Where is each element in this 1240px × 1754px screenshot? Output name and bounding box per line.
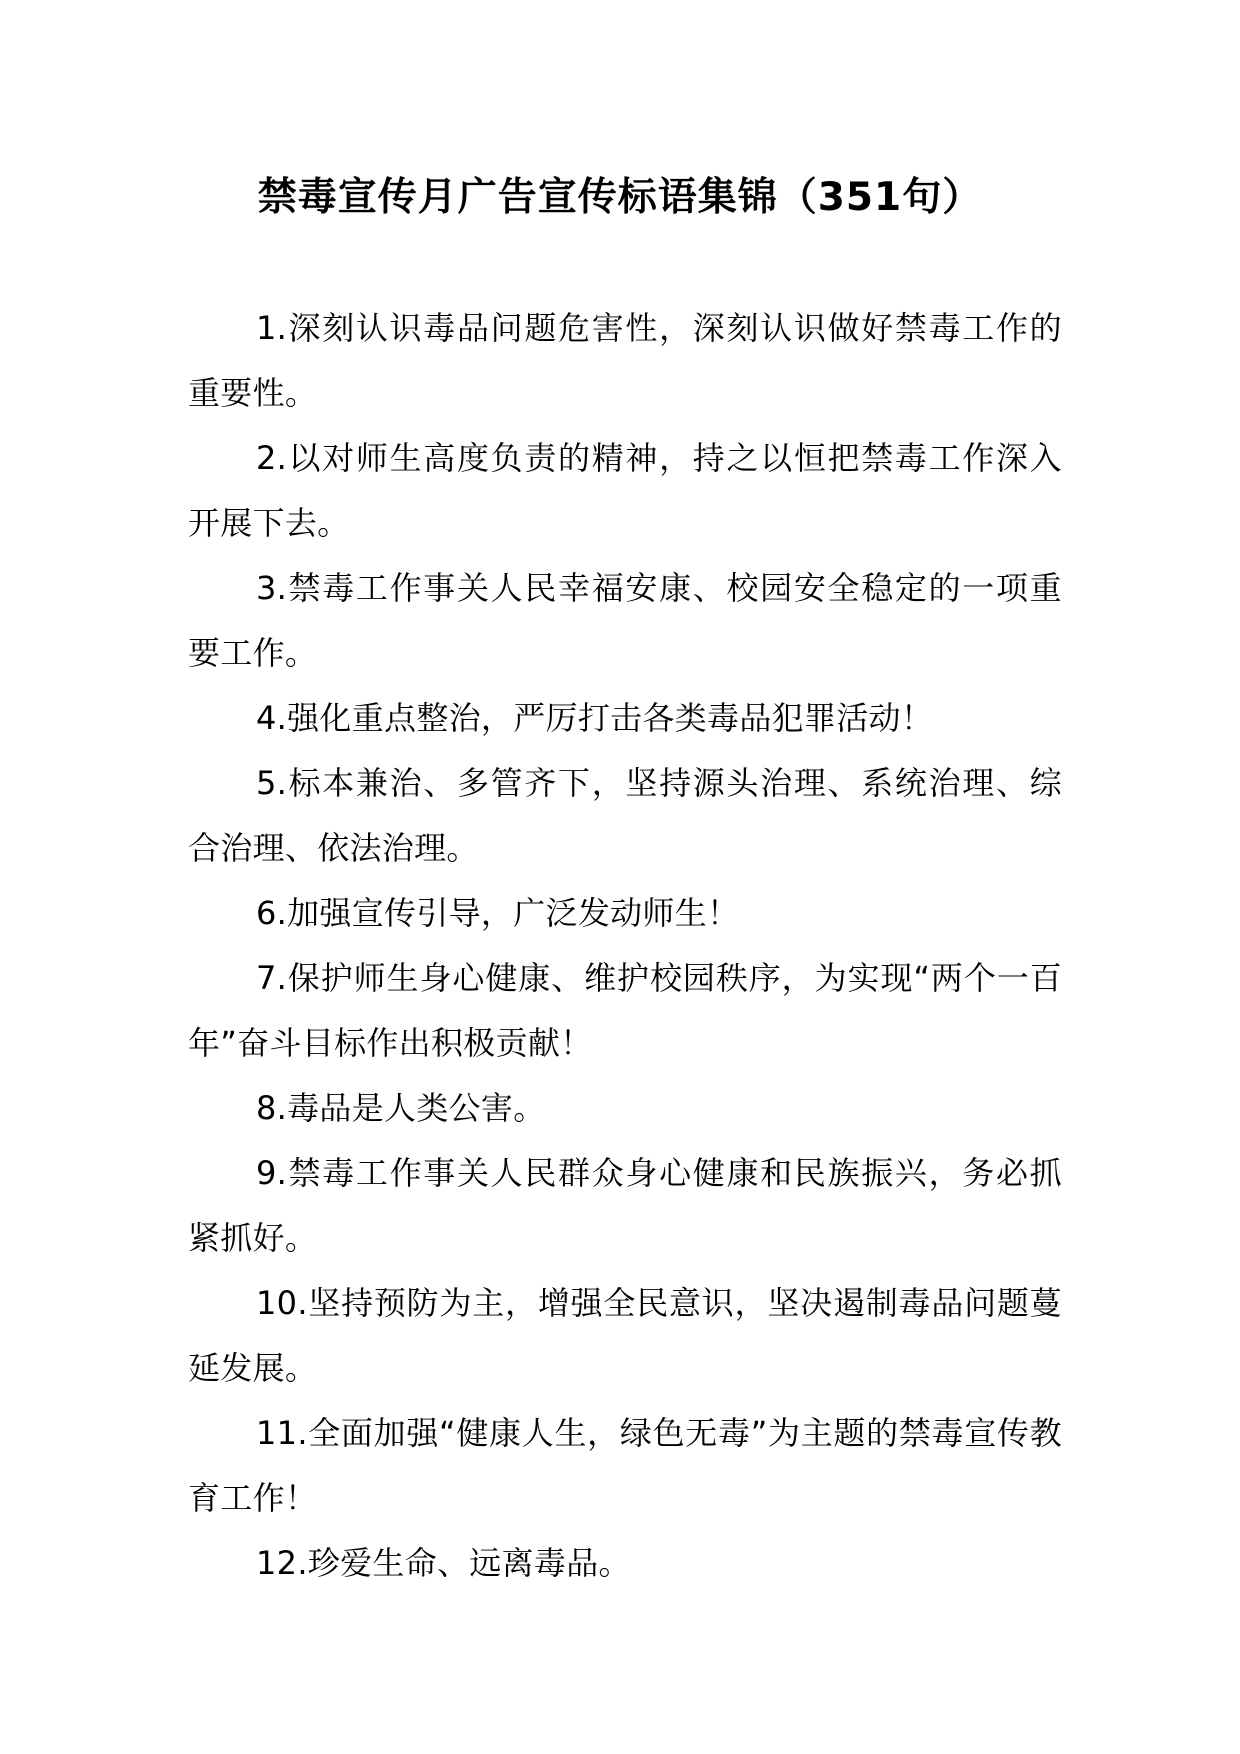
slogan-item-11: 11.全面加强“健康人生，绿色无毒”为主题的禁毒宣传教育工作！ xyxy=(188,1414,1062,1517)
slogan-item-2: 2.以对师生高度负责的精神，持之以恒把禁毒工作深入开展下去。 xyxy=(188,439,1062,542)
slogan-item-8: 8.毒品是人类公害。 xyxy=(256,1089,546,1127)
slogan-item-12: 12.珍爱生命、远离毒品。 xyxy=(256,1544,631,1582)
slogan-item-10: 10.坚持预防为主，增强全民意识，坚决遏制毒品问题蔓延发展。 xyxy=(188,1284,1062,1387)
slogan-item-6: 6.加强宣传引导，广泛发动师生！ xyxy=(256,894,740,932)
document-title: 禁毒宣传月广告宣传标语集锦（351句） xyxy=(257,175,983,220)
slogan-item-9: 9.禁毒工作事关人民群众身心健康和民族振兴，务必抓紧抓好。 xyxy=(188,1154,1062,1257)
slogan-item-1: 1.深刻认识毒品问题危害性，深刻认识做好禁毒工作的重要性。 xyxy=(188,309,1062,412)
slogan-item-4: 4.强化重点整治，严厉打击各类毒品犯罪活动！ xyxy=(256,699,934,737)
slogan-item-5: 5.标本兼治、多管齐下，坚持源头治理、系统治理、综合治理、依法治理。 xyxy=(188,764,1062,867)
slogan-list xyxy=(188,296,1062,1596)
slogan-item-3: 3.禁毒工作事关人民幸福安康、校园安全稳定的一项重要工作。 xyxy=(188,569,1062,672)
slogan-item-7: 7.保护师生身心健康、维护校园秩序，为实现“两个一百年”奋斗目标作出积极贡献！ xyxy=(188,959,1062,1062)
